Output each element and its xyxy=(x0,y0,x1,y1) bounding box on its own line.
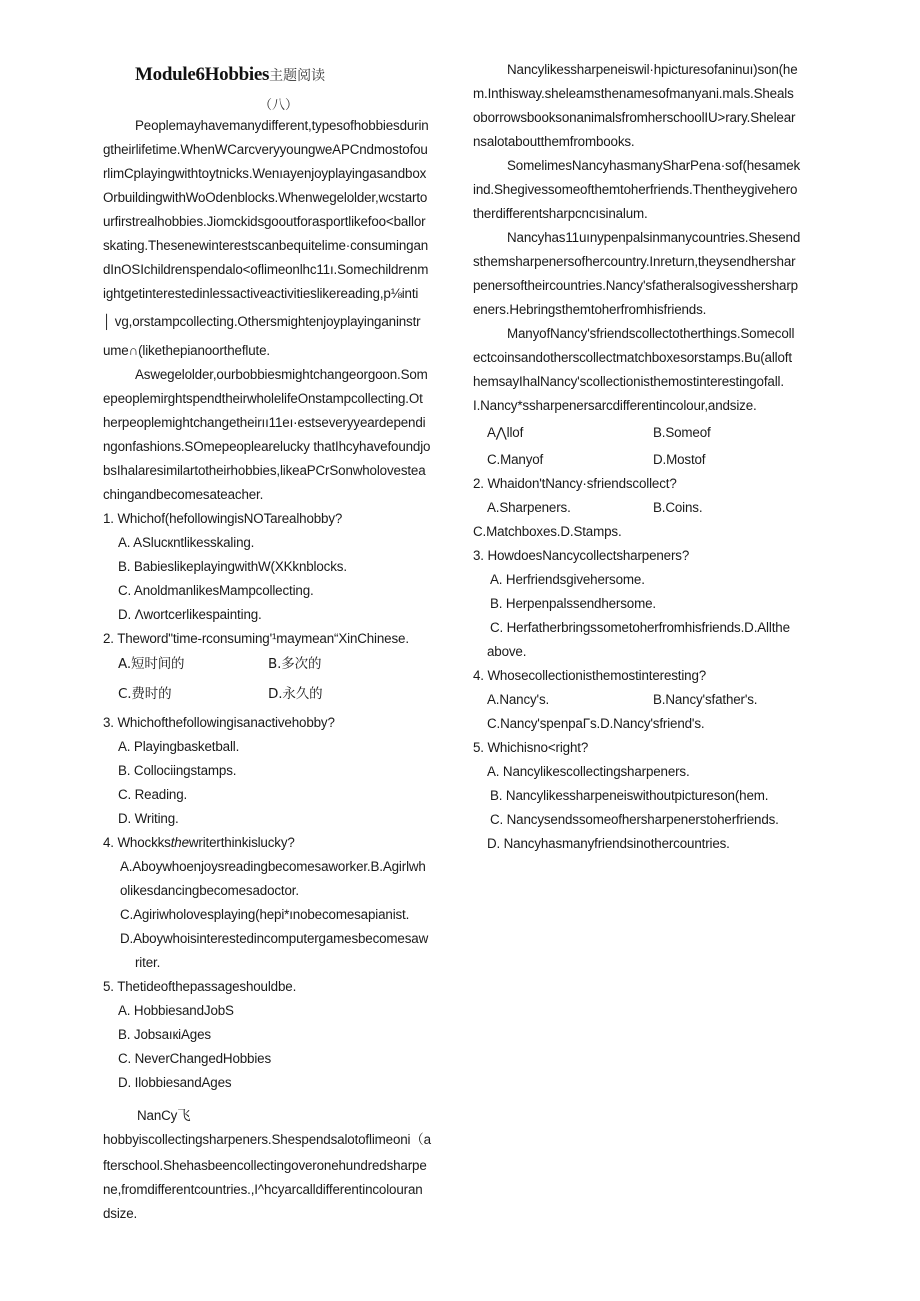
question-2-option-b[interactable]: B.Coins. xyxy=(653,500,703,515)
passage-line: fterschool.Shehasbeencollectingoveronehundredsharpe xyxy=(103,1158,427,1173)
stem-part: writerthinkislucky? xyxy=(188,835,295,850)
question-4-option-a[interactable]: A.Nancy's. xyxy=(487,692,550,707)
question-2-option-b[interactable]: B.多次的 xyxy=(268,656,322,672)
question-1-option-a[interactable]: A⋀llof xyxy=(487,425,524,440)
question-2-option-d[interactable]: D.永久的 xyxy=(268,686,323,702)
passage-line: rlimCplayingwithtoytnicks.Wenıayenjoyplayingasandbox xyxy=(103,166,427,181)
section-number: （八） xyxy=(259,98,299,113)
passage-line: ightgetinterestedinlessactiveactivitieslikereading,p⅛inti xyxy=(103,286,419,301)
passage-line: Nancylikessharpeneiswil·hpicturesofaninuı)son(he xyxy=(507,62,798,77)
question-4-option-c-d[interactable]: C.Nancy'spenpaΓs.D.Nancy'sfriend's. xyxy=(487,716,705,731)
question-4-option-d[interactable]: D.Aboywhoisinterestedincomputergamesbecomesaw xyxy=(120,931,429,946)
question-3-stem: 3. HowdoesNancycollectsharpeners? xyxy=(473,548,690,563)
stem-part: 4. Whockks xyxy=(103,835,171,850)
question-3-option-c[interactable]: C. Reading. xyxy=(118,787,188,802)
question-3-option-c-d[interactable]: C. Herfatherbringssometoherfromhisfriends.D.Allthe xyxy=(490,620,790,635)
passage-line: Aswegelolder,ourbobbiesmightchangeorgoon.Som xyxy=(135,367,428,382)
question-5-option-c[interactable]: C. NeverChangedHobbies xyxy=(118,1051,272,1066)
question-5-option-d[interactable]: D. Nancyhasmanyfriendsinothercountries. xyxy=(487,836,730,851)
question-1-option-c[interactable]: C. AnoldmanlikesMampcollecting. xyxy=(118,583,314,598)
question-2-stem: 2. Theword"time-rconsuming'¹maymean“XinChinese. xyxy=(103,631,409,646)
question-3-option-a[interactable]: A. Herfriendsgivehersome. xyxy=(490,572,645,587)
passage-line: hobbyiscollectingsharpeners.Shespendsalotoflimeoni（a xyxy=(103,1132,431,1147)
passage-line: bsIhalaresimilartotheirhobbies,likeaPCrSonwholovestea xyxy=(103,463,426,478)
question-5-option-c[interactable]: C. Nancysendssomeofhersharpenerstoherfriends. xyxy=(490,812,779,827)
passage-line: chingandbecomesateacher. xyxy=(103,487,264,502)
question-1-option-a[interactable]: A. ASlucкntlikesskaling. xyxy=(118,535,255,550)
question-2-option-a[interactable]: A.短时间的 xyxy=(118,656,185,672)
passage-line: Peoplemayhavemanydifferent,typesofhobbiesdurin xyxy=(135,118,429,133)
question-4-stem xyxy=(103,835,295,851)
stem-italic: the xyxy=(170,835,189,850)
question-3-option-d-cont: above. xyxy=(487,644,527,659)
passage-line: Nancyhas11uınypenpalsinmanycountries.Shesend xyxy=(507,230,801,245)
passage-line: gtheirlifetime.WhenWCarcveryyoungweAPCndmostofou xyxy=(103,142,428,157)
passage-line: ne,fromdifferentcountries.,I^hcyarcalldifferentincolouran xyxy=(103,1182,423,1197)
question-5-option-a[interactable]: A. Nancylikescollectingsharpeners. xyxy=(487,764,690,779)
passage-line: herpeoplemightchangetheirıı11eı·estseveryyeardependi xyxy=(103,415,426,430)
passage-line: m.Inthisway.sheleamsthenamesofmanyani.mals.Sheals xyxy=(473,86,794,101)
question-5-option-b[interactable]: B. Nancylikessharpeneiswithoutpictureson(hem. xyxy=(490,788,769,803)
passage-line: hemsayIhalNancy'scollectionisthemostinterestingofall. xyxy=(473,374,784,389)
passage-line: ectcoinsandotherscollectmatchboxesorstamps.Bu(alloft xyxy=(473,350,792,365)
passage-line: urfirstrealhobbies.Jiomckidsgooutforasportlikefoo<ballor xyxy=(103,214,426,229)
title-chinese: 主题阅读 xyxy=(269,68,326,84)
page-title xyxy=(135,64,325,86)
question-3-option-b[interactable]: B. Collociingstamps. xyxy=(118,763,237,778)
question-1-option-d[interactable]: D. Λwortcerlikespainting. xyxy=(118,607,262,622)
passage-line: ManyofNancy'sfriendscollectotherthings.Somecoll xyxy=(507,326,795,341)
passage-line: OrbuildingwithWoOdenblocks.Whenwegelolder,wcstarto xyxy=(103,190,428,205)
question-4-option-d-cont: riter. xyxy=(135,955,161,970)
passage-line: dsize. xyxy=(103,1206,138,1221)
title-english: Module6Hobbies xyxy=(135,64,270,85)
question-2-stem: 2. Whaidon'tNancy·sfriendscollect? xyxy=(473,476,677,491)
passage-line: ngonfashions.SOmepeoplearelucky thatIhcyhavefoundjo xyxy=(103,439,431,454)
question-3-option-a[interactable]: A. Playingbasketball. xyxy=(118,739,240,754)
question-5-stem: 5. Thetideofthepassageshouldbe. xyxy=(103,979,297,994)
passage-line: oborrowsbooksonanimalsfromherschoolIU>rary.Shelear xyxy=(473,110,796,125)
question-1-option-c[interactable]: C.Manyof xyxy=(487,452,544,467)
question-4-stem: 4. Whosecollectionisthemostinteresting? xyxy=(473,668,707,683)
question-5-option-b[interactable]: B. JobsaıкiAges xyxy=(118,1027,211,1042)
passage-line: │ vg,orstampcollecting.Othersmightenjoyplayinganinstr xyxy=(103,314,421,329)
question-5-option-d[interactable]: D. IlobbiesandAges xyxy=(118,1075,232,1090)
passage-line: epeoplemirghtspendtheirwholelifeOnstampcollecting.Ot xyxy=(103,391,423,406)
question-4-option-b[interactable]: B.Nancy'sfather's. xyxy=(653,692,758,707)
question-2-option-c-d[interactable]: C.Matchboxes.D.Stamps. xyxy=(473,524,622,539)
question-1-option-b[interactable]: B. BabieslikeplayingwithW(XKknblocks. xyxy=(118,559,347,574)
question-1-stem: 1. Whichof(hefollowingisNOTarealhobby? xyxy=(103,511,343,526)
passage-line: SomelimesNancyhasmanySharPena·sof(hesamek xyxy=(507,158,801,173)
question-3-option-b[interactable]: B. Herpenpalssendhersome. xyxy=(490,596,656,611)
passage-line: skating.Thesenewinterestscanbequitelime·consumingan xyxy=(103,238,429,253)
question-3-option-d[interactable]: D. Writing. xyxy=(118,811,179,826)
question-2-option-a[interactable]: A.Sharpeners. xyxy=(487,500,571,515)
question-5-option-a[interactable]: A. HobbiesandJobS xyxy=(118,1003,234,1018)
passage-line: penersoftheircountries.Nancy'sfatheralsogivesshersharp xyxy=(473,278,798,293)
question-1-stem: I.Nancy*ssharpenersarcdifferentincolour,andsize. xyxy=(473,398,757,413)
question-1-option-b[interactable]: B.Someof xyxy=(653,425,711,440)
question-4-option-a-b[interactable]: A.Aboywhoenjoysreadingbecomesaworker.B.Agirlwh xyxy=(120,859,426,874)
passage-line: NanCy飞 xyxy=(137,1108,191,1123)
passage-line: ind.Shegivessomeofthemtoherfriends.Thentheygivehero xyxy=(473,182,798,197)
question-5-stem: 5. Whichisno<right? xyxy=(473,740,589,755)
passage-line: nsalotaboutthemfrombooks. xyxy=(473,134,635,149)
question-3-stem: 3. Whichofthefollowingisanactivehobby? xyxy=(103,715,335,730)
passage-line: therdifferentsharpcncısinalum. xyxy=(473,206,648,221)
question-2-option-c[interactable]: C.费时的 xyxy=(118,686,172,702)
question-4-option-c[interactable]: C.Agiriwholovesplaying(hepi*ınobecomesapianist. xyxy=(120,907,410,922)
passage-line: ume∩(likethepianoortheflute. xyxy=(103,343,270,358)
passage-line: eners.Hebringsthemtoherfromhisfriends. xyxy=(473,302,707,317)
passage-line: sthemsharpenersofhercountry.Inreturn,theysendhershar xyxy=(473,254,796,269)
question-4-option-b-cont: olikesdancingbecomesadoctor. xyxy=(120,883,299,898)
question-1-option-d[interactable]: D.Mostof xyxy=(653,452,706,467)
passage-line: dInOSIchildrenspendalo<oflimeonlhc11ı.Somechildrenm xyxy=(103,262,429,277)
